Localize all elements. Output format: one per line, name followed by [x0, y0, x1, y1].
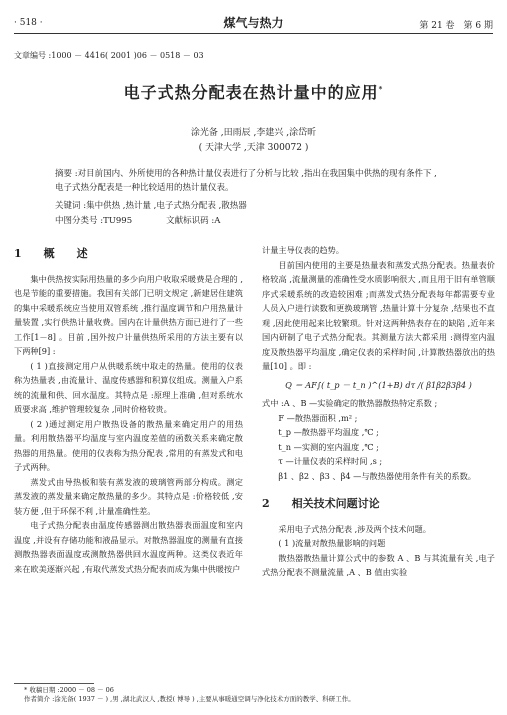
footnote-rule	[14, 683, 94, 684]
running-header	[14, 14, 493, 32]
footnote-author-bio: 作者简介 :涂光备( 1937 － ) ,男 ,湖北武汉人 ,教授( 博导 ) ,主要从事暖通空调与净化技术方面的教学、科研工作。	[24, 695, 355, 703]
formula-definition: β1 、β2 、β3 、β4 —与散热器使用条件有关的系数。	[278, 470, 476, 481]
paragraph: 集中供热按实际用热量的多少向用户收取采暖费是合理的 ,也是节能的重要措施。我国有关部门已明文规定 ,新建居住建筑的集中采暖系统应当使用双管系统 ,推行温度调节和户用热量计量装置 ,实行供热计量收费。国内在计量供热方面已进行了一些工作[1－8] 。目前 ,国外按户计量供热所采用的方法主要有以下两种[9] :	[14, 273, 243, 356]
abstract: 摘要 :对目前国内、外所使用的各种热计量仪表进行了分析与比较 ,指出在我国集中供热的现有条件下 ,电子式热分配表是一种比较适用的热计量仪表。	[55, 169, 437, 193]
footnote-received: * 收稿日期 :2000 － 08 － 06	[24, 686, 114, 694]
paragraph: ( 1 )直接测定用户从供暖系统中取走的热量。使用的仪表称为热量表 ,由流量计、温度传感器和积算仪组成。测量入户系统的流量和供、回水温度。其特点是 :原理上准确 ,但对系统水质要求高 ,维护管理较复杂 ,同时价格较贵。	[14, 360, 243, 414]
formula-definition: τ —计量仪表的采样时间 ,s ;	[278, 456, 383, 466]
paragraph: 蒸发式由导热板和装有蒸发液的玻璃管两部分构成。测定蒸发液的蒸发量来确定散热量的多少。其特点是 :价格较低 ,安装方便 ,但于环保不利 ,计量准确性差。	[14, 476, 243, 516]
paper-title-text: 电子式热分配表在热计量中的应用	[123, 83, 379, 102]
paragraph: 目前国内使用的主要是热量表和蒸发式热分配表。热量表价格较高 ,流量测量的准确性受水质影响很大 ,而且用于旧有单管顺序式采暖系统的改造较困难 ;而蒸发式热分配表每年都需要专业人员入户进行读数和更换玻璃管 ,热量计算十分复杂 ,结果也不直观 ,因此使用起来比较繁琐。针对这两种热表存在的缺陷 ,近年来国内研制了电子式热分配表。其测量方法大都采用 :测得室内温度及散热器平均温度 ,确定仪表的采样时间 ,计算散热器放出的热量[10] 。即 :	[262, 259, 495, 371]
section-title: 相关技术问题讨论	[291, 497, 380, 510]
formula-definition: t_p —散热器平均温度 ,℃ ;	[278, 427, 379, 437]
journal-name: 煤气与热力	[223, 16, 284, 30]
formula-definition: F —散热器面积 ,m² ;	[278, 412, 358, 423]
classification-number: 中图分类号 :TU995	[55, 216, 133, 226]
section-heading-2	[262, 497, 495, 512]
paragraph: ( 1 )流量对散热量影响的问题	[278, 538, 386, 548]
author-list: 涂光备 ,田雨辰 ,李建兴 ,涂岱昕	[190, 128, 317, 138]
paragraph: 散热器散热量计算公式中的参数 A 、B 与其流量有关 ,电子式热分配表不测量流量 ,A 、B 值由实验	[262, 552, 495, 577]
paragraph: 计量主导仪表的趋势。	[262, 245, 344, 255]
keywords: 关键词 :集中供热 ,热计量 ,电子式热分配表 ,散热器	[55, 201, 247, 211]
right-column	[262, 243, 495, 580]
heat-formula: Q ＝ AF∫( t_p － t_n )^(1+B) dτ /( β1β2β3β4 )	[285, 379, 472, 390]
affiliation: ( 天津大学 ,天津 300072 )	[198, 143, 309, 153]
classification-line	[55, 214, 437, 228]
page-number: · 518 ·	[14, 18, 43, 28]
paragraph: ( 2 )通过测定用户散热设备的散热量来确定用户的用热量。利用散热器平均温度与室内温度差值的函数关系来确定散热器的用热量。使用的仪表称为热分配表 ,常用的有蒸发式和电子式两种。	[14, 418, 243, 472]
paragraph: 电子式热分配表由温度传感器测出散热器表面温度和室内温度 ,并设有存储功能和液晶显示。对散热器温度的测量有直接测散热器表面温度或测散热器供回水温度两种。这类仪表近年来在欧美逐渐兴起 ,有取代蒸发式热分配表而成为集中供暖按户	[14, 520, 243, 574]
volume-issue: 第 21 卷 第 6 期	[419, 21, 493, 31]
header-rule	[14, 33, 493, 34]
paragraph: 采用电子式热分配表 ,涉及两个技术问题。	[278, 523, 431, 534]
left-column	[14, 243, 243, 576]
section-heading-1	[14, 247, 243, 262]
formula-definition: 式中 :A 、B —实验确定的散热器散热特定系数 ;	[262, 398, 438, 408]
paper-title	[0, 80, 507, 103]
section-number: 2	[262, 497, 270, 510]
title-footnote-mark: *	[378, 84, 384, 94]
section-number: 1	[14, 247, 22, 260]
article-number: 文章编号 :1000 － 4416( 2001 )06 － 0518 － 03	[14, 51, 204, 60]
section-title: 概 述	[43, 247, 88, 260]
document-code: 文献标识码 :A	[166, 216, 221, 226]
formula-definition: t_n —实测的室内温度 ,℃ ;	[278, 441, 379, 452]
